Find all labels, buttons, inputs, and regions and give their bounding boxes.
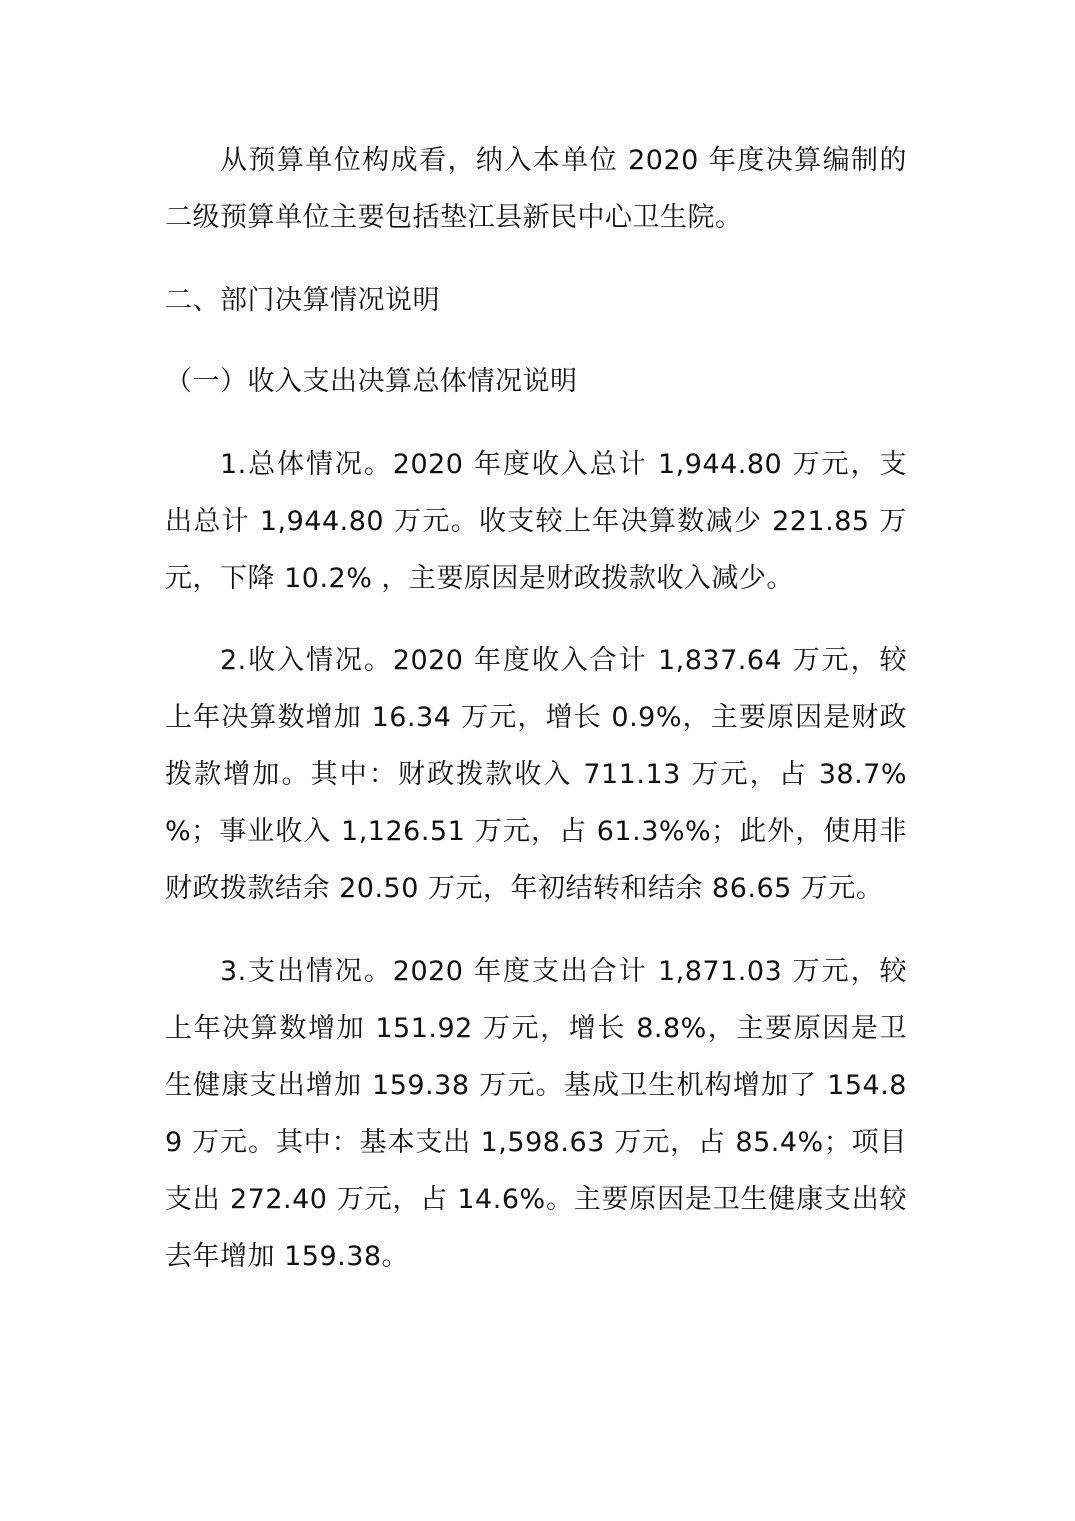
section-heading-2: 二、部门决算情况说明 — [165, 285, 440, 316]
document-body — [165, 132, 907, 1285]
paragraph-overall: 1.总体情况。2020 年度收入总计 1,944.80 万元，支出总计 1,944.80 万元。收支较上年决算数减少 221.85 万元，下降 10.2% ，主要原因是财政拨款收入减少。 — [165, 449, 907, 594]
paragraph-income: 2.收入情况。2020 年度收入合计 1,837.64 万元，较上年决算数增加 16.34 万元，增长 0.9%，主要原因是财政拨款增加。其中：财政拨款收入 711.13 万元，占 38.7%%；事业收入 1,126.51 万元，占 61.3%%；此外，使用非财政拨款结余 20.50 万元，年初结转和结余 86.65 万元。 — [165, 645, 907, 904]
subsection-heading-1: （一）收入支出决算总体情况说明 — [165, 366, 578, 397]
paragraph-budget-units: 从预算单位构成看，纳入本单位 2020 年度决算编制的二级预算单位主要包括垫江县新民中心卫生院。 — [165, 145, 907, 233]
paragraph-expenditure: 3.支出情况。2020 年度支出合计 1,871.03 万元，较上年决算数增加 151.92 万元，增长 8.8%，主要原因是卫生健康支出增加 159.38 万元。基成卫生机构增加了 154.89 万元。其中：基本支出 1,598.63 万元，占 85.4%；项目支出 272.40 万元，占 14.6%。主要原因是卫生健康支出较去年增加 159.38。 — [165, 956, 907, 1272]
